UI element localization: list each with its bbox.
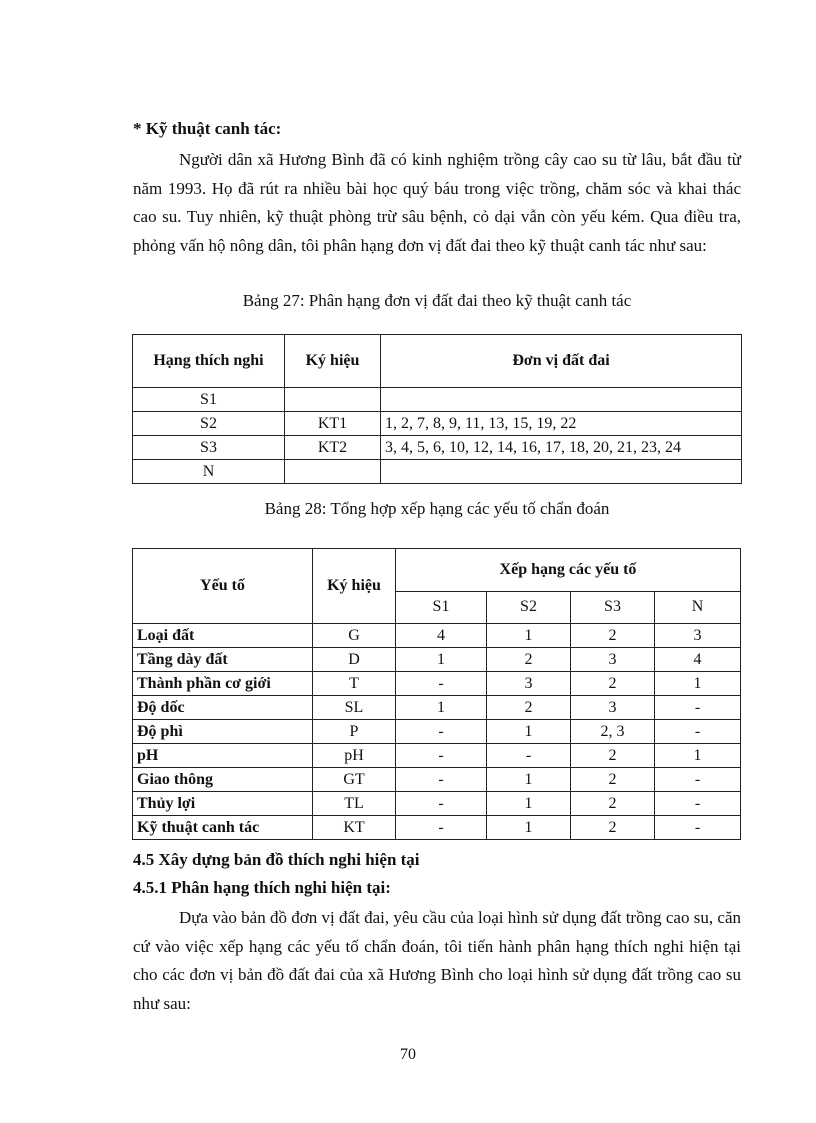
table-row bbox=[133, 648, 741, 672]
table-row bbox=[133, 768, 741, 792]
table-cell: SL bbox=[313, 696, 396, 720]
table-cell: Độ dốc bbox=[133, 696, 313, 720]
table-cell: - bbox=[396, 768, 487, 792]
paragraph-intro-text: Người dân xã Hương Bình đã có kinh nghiệm trồng cây cao su từ lâu, bắt đầu từ năm 1993. Họ đã rút ra nhiều bài học quý báu trong việc trồng, chăm sóc và khai thác cao su. Tuy nhiên, kỹ thuật phòng trừ sâu bệnh, cỏ dại vẫn còn yếu kém. Qua điều tra, phỏng vấn hộ nông dân, tôi phân hạng đơn vị đất đai theo kỹ thuật canh tác như sau: bbox=[133, 150, 741, 255]
table-cell: - bbox=[396, 720, 487, 744]
page-number: 70 bbox=[400, 1046, 416, 1063]
table-row bbox=[133, 672, 741, 696]
table-cell: 2 bbox=[487, 696, 571, 720]
table-cell: N bbox=[133, 460, 285, 484]
table28-subheader-cell: N bbox=[655, 591, 741, 623]
table-cell: Thủy lợi bbox=[133, 792, 313, 816]
table-cell: 1 bbox=[396, 648, 487, 672]
table-cell: - bbox=[396, 792, 487, 816]
table-cell: - bbox=[396, 672, 487, 696]
paragraph-intro bbox=[133, 146, 741, 260]
section-4-5-heading: 4.5 Xây dựng bản đồ thích nghi hiện tại bbox=[133, 850, 420, 869]
table-cell: KT2 bbox=[285, 436, 381, 460]
table-cell: 1 bbox=[655, 744, 741, 768]
table-row bbox=[133, 792, 741, 816]
table27-caption: Bảng 27: Phân hạng đơn vị đất đai theo kỹ thuật canh tác bbox=[242, 291, 632, 310]
table28-header-symbol: Ký hiệu bbox=[313, 549, 396, 624]
table-cell: Giao thông bbox=[133, 768, 313, 792]
table-cell bbox=[381, 388, 742, 412]
table-cell: - bbox=[655, 768, 741, 792]
table-cell: pH bbox=[133, 744, 313, 768]
table27-header-cell: Đơn vị đất đai bbox=[381, 335, 742, 388]
table-28 bbox=[132, 548, 741, 840]
table-cell: 2 bbox=[571, 672, 655, 696]
table-row bbox=[133, 744, 741, 768]
table-cell: S1 bbox=[133, 388, 285, 412]
table-cell: KT1 bbox=[285, 412, 381, 436]
paragraph-classification bbox=[133, 904, 741, 1018]
table-cell: 2 bbox=[571, 768, 655, 792]
table-cell: GT bbox=[313, 768, 396, 792]
section-4-5-1-heading: 4.5.1 Phân hạng thích nghi hiện tại: bbox=[133, 878, 391, 897]
table-cell: 1 bbox=[487, 768, 571, 792]
table-cell: 2, 3 bbox=[571, 720, 655, 744]
table-cell: P bbox=[313, 720, 396, 744]
table-cell bbox=[285, 388, 381, 412]
table-cell: S3 bbox=[133, 436, 285, 460]
table-cell: TL bbox=[313, 792, 396, 816]
table-cell: - bbox=[655, 816, 741, 840]
table-row bbox=[133, 624, 741, 648]
table-cell: 3 bbox=[655, 624, 741, 648]
table-cell: T bbox=[313, 672, 396, 696]
table-cell: 3, 4, 5, 6, 10, 12, 14, 16, 17, 18, 20, 21, 23, 24 bbox=[381, 436, 742, 460]
table-cell: 2 bbox=[487, 648, 571, 672]
heading-ky-thuat-canh-tac: * Kỹ thuật canh tác: bbox=[133, 119, 282, 138]
table-cell bbox=[381, 460, 742, 484]
table-cell: 4 bbox=[655, 648, 741, 672]
table27-header-cell: Ký hiệu bbox=[285, 335, 381, 388]
table-cell: - bbox=[396, 744, 487, 768]
table-cell: 1 bbox=[487, 720, 571, 744]
table-cell: 1 bbox=[487, 816, 571, 840]
table-cell: S2 bbox=[133, 412, 285, 436]
table-cell: 1 bbox=[487, 792, 571, 816]
table-row bbox=[133, 696, 741, 720]
table-row bbox=[133, 460, 742, 484]
table28-header-row bbox=[133, 549, 741, 592]
table-cell: 3 bbox=[571, 648, 655, 672]
table-row bbox=[133, 388, 742, 412]
table27-header-cell: Hạng thích nghi bbox=[133, 335, 285, 388]
table-cell: G bbox=[313, 624, 396, 648]
table-cell: Độ phì bbox=[133, 720, 313, 744]
table-cell: KT bbox=[313, 816, 396, 840]
table-cell: 1 bbox=[487, 624, 571, 648]
table-cell: Tầng dày đất bbox=[133, 648, 313, 672]
table28-subheader-cell: S3 bbox=[571, 591, 655, 623]
table-row bbox=[133, 720, 741, 744]
table-cell: - bbox=[487, 744, 571, 768]
table-cell bbox=[285, 460, 381, 484]
table-cell: 2 bbox=[571, 792, 655, 816]
table-cell: 2 bbox=[571, 744, 655, 768]
table-cell: 4 bbox=[396, 624, 487, 648]
table-cell: 3 bbox=[571, 696, 655, 720]
table28-header-factor: Yếu tố bbox=[133, 549, 313, 624]
table28-subheader-cell: S2 bbox=[487, 591, 571, 623]
table28-subheader-cell: S1 bbox=[396, 591, 487, 623]
table27-header-row bbox=[133, 335, 742, 388]
table-cell: 1 bbox=[396, 696, 487, 720]
table-cell: - bbox=[655, 696, 741, 720]
table28-caption: Bảng 28: Tổng hợp xếp hạng các yếu tố chẩn đoán bbox=[264, 499, 610, 518]
table-cell: pH bbox=[313, 744, 396, 768]
paragraph-classification-text: Dựa vào bản đồ đơn vị đất đai, yêu cầu của loại hình sử dụng đất trồng cao su, căn cứ vào việc xếp hạng các yếu tố chẩn đoán, tôi tiến hành phân hạng thích nghi hiện tại cho các đơn vị bản đồ đất đai của xã Hương Bình cho loại hình sử dụng đất trồng cao su như sau: bbox=[133, 908, 741, 1013]
table-row bbox=[133, 816, 741, 840]
table-row bbox=[133, 412, 742, 436]
table-cell: 1, 2, 7, 8, 9, 11, 13, 15, 19, 22 bbox=[381, 412, 742, 436]
table-cell: - bbox=[396, 816, 487, 840]
table-cell: D bbox=[313, 648, 396, 672]
table-cell: - bbox=[655, 792, 741, 816]
table-cell: 3 bbox=[487, 672, 571, 696]
table-cell: Thành phần cơ giới bbox=[133, 672, 313, 696]
table-cell: Kỹ thuật canh tác bbox=[133, 816, 313, 840]
table-27 bbox=[132, 334, 742, 484]
table-cell: 2 bbox=[571, 816, 655, 840]
table-cell: 2 bbox=[571, 624, 655, 648]
table-cell: 1 bbox=[655, 672, 741, 696]
table-row bbox=[133, 436, 742, 460]
table-cell: - bbox=[655, 720, 741, 744]
table-cell: Loại đất bbox=[133, 624, 313, 648]
table28-header-group: Xếp hạng các yếu tố bbox=[396, 549, 741, 592]
